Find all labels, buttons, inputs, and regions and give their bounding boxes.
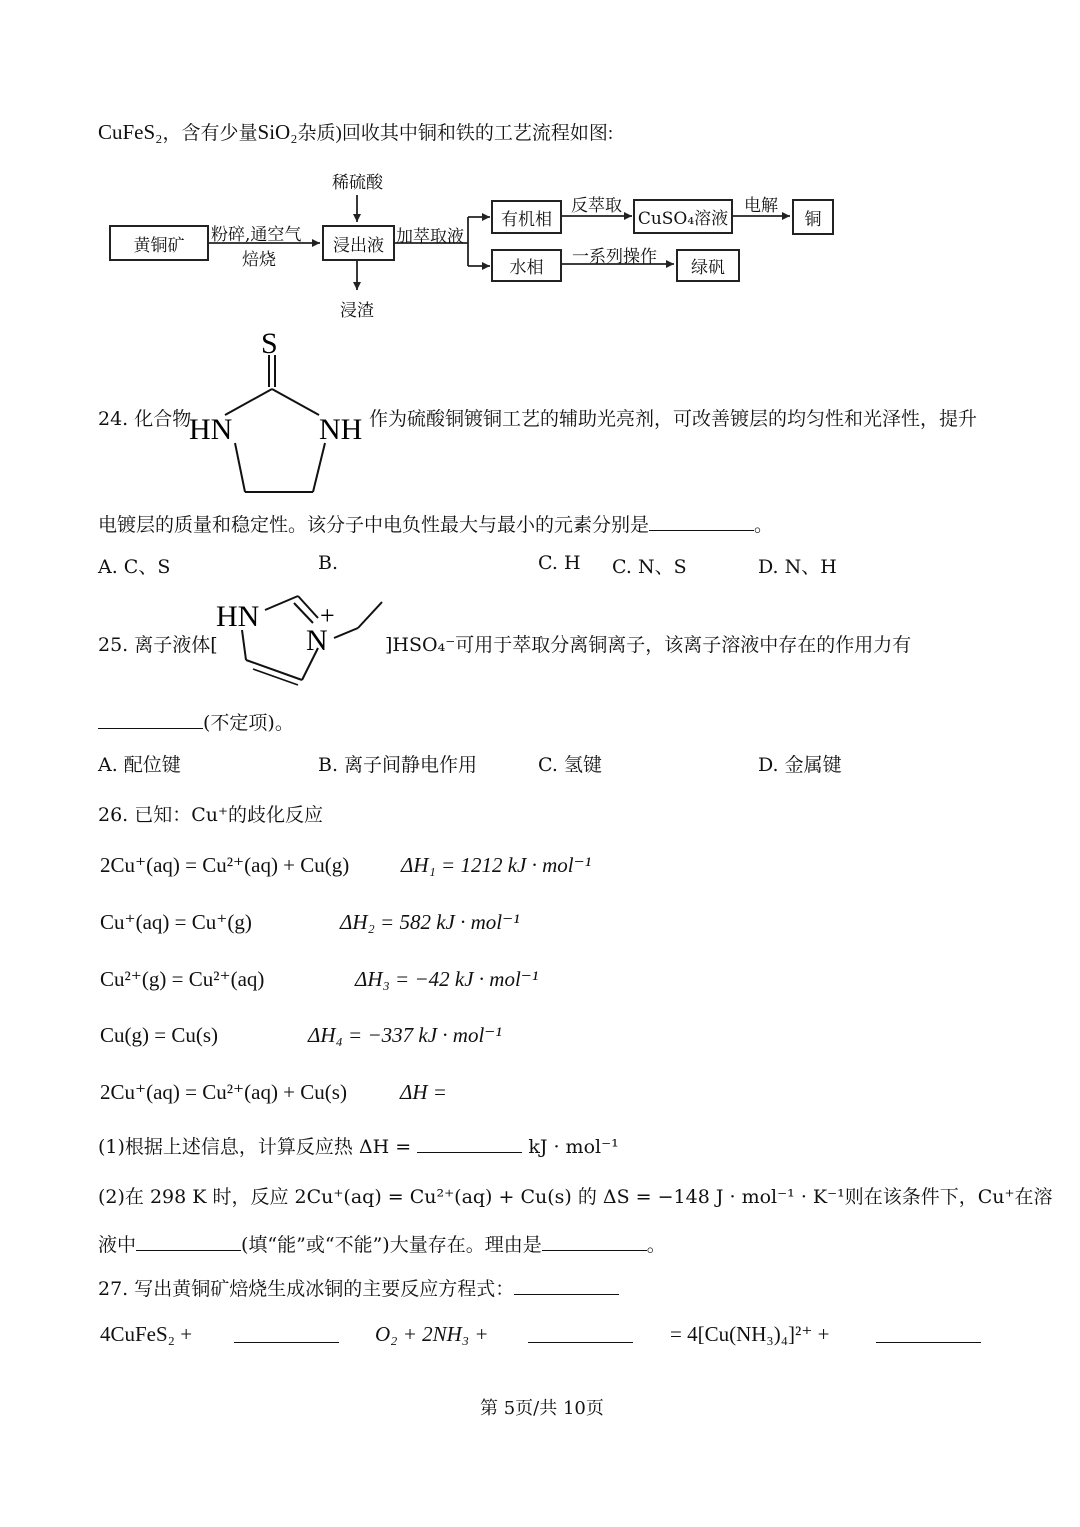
q24-text2: 电镀层的质量和稳定性。该分子中电负性最大与最小的元素分别是	[98, 514, 650, 536]
q26-part2-blank2[interactable]	[542, 1250, 647, 1251]
q27-answer-blank[interactable]	[514, 1294, 619, 1295]
intro-line	[98, 118, 613, 145]
q24-option-b: B.	[318, 552, 339, 574]
box-aqueous-phase: 水相	[491, 249, 562, 282]
eq4-enthalpy: ΔH₄ = −337 kJ · mol⁻¹	[308, 1023, 502, 1047]
eq3-enthalpy: ΔH₃ = −42 kJ · mol⁻¹	[355, 967, 539, 991]
box-copper: 铜	[792, 199, 834, 235]
box-organic-phase: 有机相	[491, 200, 562, 234]
box-cuso4-solution: CuSO₄溶液	[633, 199, 733, 234]
q26-part1-unit: kJ · mol⁻¹	[528, 1136, 619, 1158]
q26-title: 26. 已知：Cu⁺的歧化反应	[98, 804, 324, 826]
label-dilute-acid: 稀硫酸	[332, 173, 383, 193]
q24-option-c1: C. H	[538, 552, 581, 574]
q26-part2-line1: (2)在 298 K 时，反应 2Cu⁺(aq) = Cu²⁺(aq) + Cu(s) 的 ΔS = −148 J · mol⁻¹ · K⁻¹则在该条件下，Cu⁺在溶	[98, 1186, 1053, 1208]
intro-text-a: ，含有少量	[162, 123, 258, 144]
label-series-operations: 一系列操作	[572, 247, 657, 267]
imidazolium-structure	[210, 588, 390, 688]
box-chalcopyrite: 黄铜矿	[109, 225, 209, 261]
q27-blank-3[interactable]	[876, 1342, 981, 1343]
q26-part1	[98, 1132, 619, 1159]
q26-part2-text-c: (填“能”或“不能”)大量存在。理由是	[241, 1234, 542, 1256]
intro-text-b: 杂质)回收其中铜和铁的工艺流程如图:	[297, 123, 614, 144]
intro-formula: CuFeS₂	[98, 120, 163, 144]
q26-part2-end: 。	[646, 1234, 666, 1256]
eq2-reaction: Cu⁺(aq) = Cu⁺(g)	[100, 910, 252, 934]
q24-answer-blank[interactable]	[649, 530, 754, 531]
eq5-reaction: 2Cu⁺(aq) = Cu²⁺(aq) + Cu(s)	[100, 1080, 347, 1104]
label-roast: 焙烧	[242, 250, 276, 270]
eq3-reaction: Cu²⁺(g) = Cu²⁺(aq)	[100, 967, 265, 991]
q26-part2-text-b: 液中	[98, 1234, 137, 1256]
eq4-reaction: Cu(g) = Cu(s)	[100, 1023, 219, 1047]
q25-answer-blank[interactable]	[98, 728, 203, 729]
intro-impurity: SiO₂	[257, 120, 298, 144]
q24-line2	[98, 510, 773, 537]
q24-number: 24. 化合物	[98, 408, 192, 430]
label-residue: 浸渣	[340, 301, 374, 321]
label-add-extractant: 加萃取液	[396, 227, 464, 247]
q26-part2-line2	[98, 1230, 666, 1257]
q27-line1	[98, 1274, 619, 1301]
atom-hn: HN	[216, 600, 260, 633]
atom-s: S	[261, 327, 278, 360]
charge-plus: +	[320, 601, 335, 630]
q26-part1-blank[interactable]	[417, 1152, 522, 1153]
eq5-enthalpy: ΔH =	[400, 1080, 447, 1104]
q25-option-a: A. 配位键	[98, 754, 181, 776]
q25-option-b: B. 离子间静电作用	[318, 754, 478, 776]
atom-hn-left: HN	[189, 413, 233, 446]
q25-anion-text: ]HSO₄⁻可用于萃取分离铜离子，该离子溶液中存在的作用力有	[385, 634, 912, 656]
q27-eq-c: = 4[Cu(NH₃)₄]²⁺ +	[670, 1322, 830, 1346]
q27-eq-b: O₂ + 2NH₃ +	[375, 1322, 489, 1346]
label-back-extraction: 反萃取	[571, 196, 622, 216]
q24-end: 。	[754, 514, 774, 536]
atom-nh-right: NH	[319, 413, 363, 446]
eq1-reaction: 2Cu⁺(aq) = Cu²⁺(aq) + Cu(g)	[100, 853, 350, 877]
imidazolidinethione-structure	[185, 325, 370, 500]
atom-n: N	[306, 624, 328, 657]
q27-blank-1[interactable]	[234, 1342, 339, 1343]
q27-blank-2[interactable]	[528, 1342, 633, 1343]
label-electrolysis: 电解	[744, 196, 778, 216]
q26-part1-text: (1)根据上述信息，计算反应热 ΔH =	[98, 1136, 412, 1158]
box-leachate: 浸出液	[322, 225, 395, 261]
eq2-enthalpy: ΔH₂ = 582 kJ · mol⁻¹	[340, 910, 520, 934]
q25-option-d: D. 金属键	[758, 754, 842, 776]
box-green-vitriol: 绿矾	[676, 249, 740, 282]
eq1-enthalpy: ΔH₁ = 1212 kJ · mol⁻¹	[401, 853, 591, 877]
q25-line2	[98, 708, 294, 735]
q24-option-d: D. N、H	[758, 556, 837, 578]
q24-text1: 作为硫酸铜镀铜工艺的辅助光亮剂，可改善镀层的均匀性和光泽性，提升	[369, 408, 978, 430]
q26-part2-blank1[interactable]	[136, 1250, 241, 1251]
q25-blank-note: (不定项)。	[203, 712, 294, 734]
q24-option-a: A. C、S	[98, 556, 171, 578]
q24-option-c2: C. N、S	[612, 556, 687, 578]
q25-number: 25. 离子液体[	[98, 634, 218, 656]
q25-option-c: C. 氢键	[538, 754, 602, 776]
q27-eq-a: 4CuFeS₂ +	[100, 1322, 193, 1346]
page-number: 第 5页/共 10页	[480, 1398, 604, 1419]
q27-title: 27. 写出黄铜矿焙烧生成冰铜的主要反应方程式：	[98, 1278, 515, 1300]
label-crush-air: 粉碎,通空气	[211, 225, 302, 245]
